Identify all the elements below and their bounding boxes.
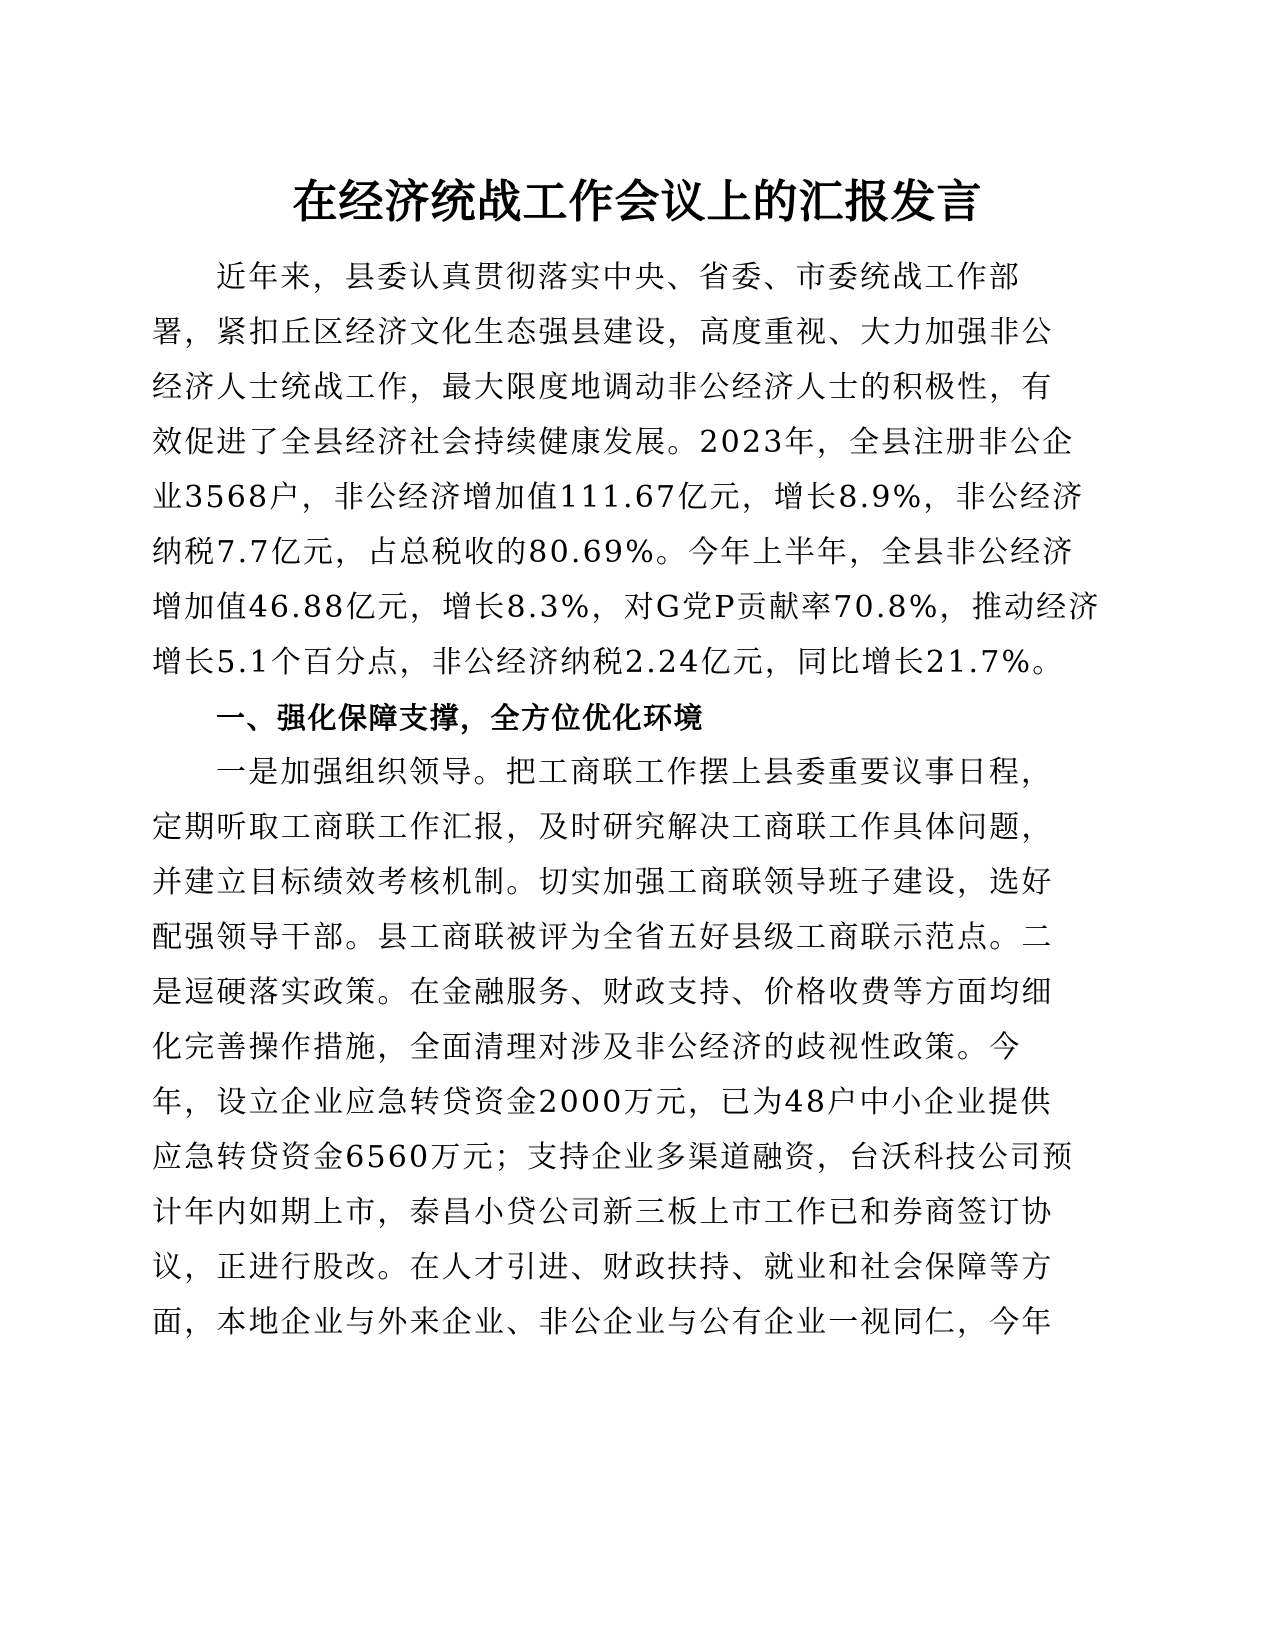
- paragraph-line: 署，紧扣丘区经济文化生态强县建设，高度重视、大力加强非公: [152, 315, 1054, 350]
- paragraph-line: 增加值46.88亿元，增长8.3%，对G党P贡献率70.8%，推动经济: [152, 590, 1101, 625]
- paragraph-line: 应急转贷资金6560万元；支持企业多渠道融资，台沃科技公司预: [152, 1140, 1075, 1175]
- document-title: 在经济统战工作会议上的汇报发言: [292, 175, 983, 228]
- paragraph-line: 经济人士统战工作，最大限度地调动非公经济人士的积极性，有: [152, 370, 1054, 405]
- paragraph-line: 增长5.1个百分点，非公经济纳税2.24亿元，同比增长21.7%。: [152, 645, 1065, 680]
- paragraph-line: 业3568户，非公经济增加值111.67亿元，增长8.9%，非公经济: [152, 480, 1085, 515]
- paragraph-line: 一是加强组织领导。把工商联工作摆上县委重要议事日程，: [216, 755, 1054, 790]
- paragraph-line: 议，正进行股改。在人才引进、财政扶持、就业和社会保障等方: [152, 1250, 1054, 1285]
- section-heading: 一、强化保障支撑，全方位优化环境: [216, 701, 705, 735]
- paragraph-line: 面，本地企业与外来企业、非公企业与公有企业一视同仁，今年: [152, 1305, 1054, 1340]
- paragraph-line: 计年内如期上市，泰昌小贷公司新三板上市工作已和券商签订协: [152, 1195, 1054, 1230]
- paragraph-line: 配强领导干部。县工商联被评为全省五好县级工商联示范点。二: [152, 920, 1054, 955]
- paragraph-line: 年，设立企业应急转贷资金2000万元，已为48户中小企业提供: [152, 1085, 1053, 1120]
- paragraph-line: 并建立目标绩效考核机制。切实加强工商联领导班子建设，选好: [152, 865, 1054, 900]
- paragraph-line: 化完善操作措施，全面清理对涉及非公经济的歧视性政策。今: [152, 1030, 1022, 1065]
- paragraph-line: 近年来，县委认真贯彻落实中央、省委、市委统战工作部: [216, 260, 1021, 295]
- paragraph-line: 定期听取工商联工作汇报，及时研究解决工商联工作具体问题，: [152, 810, 1054, 845]
- paragraph-line: 效促进了全县经济社会持续健康发展。2023年，全县注册非公企: [152, 425, 1075, 460]
- paragraph-line: 是逗硬落实政策。在金融服务、财政支持、价格收费等方面均细: [152, 975, 1054, 1010]
- paragraph-line: 纳税7.7亿元，占总税收的80.69%。今年上半年，全县非公经济: [152, 535, 1075, 570]
